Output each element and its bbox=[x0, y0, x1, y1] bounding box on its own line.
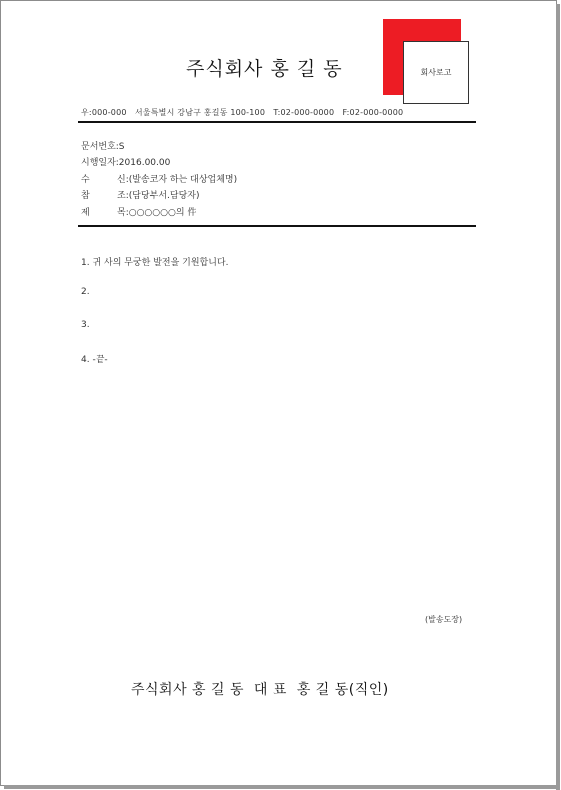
seal-note: (발송도장) bbox=[425, 615, 463, 624]
reference-value: 조:(담당부서.담당자) bbox=[117, 191, 200, 201]
doc-number: 문서번호:S bbox=[81, 142, 125, 152]
reference-label: 참 bbox=[81, 191, 90, 201]
body-item-4: 4. -끝- bbox=[81, 355, 108, 365]
logo-placeholder bbox=[403, 41, 469, 104]
signature-line: 주식회사 홍 길 동 대 표 홍 길 동(직인) bbox=[131, 682, 389, 698]
reference-row bbox=[81, 188, 199, 201]
logo-label: 회사로고 bbox=[420, 68, 452, 77]
meta-divider bbox=[78, 225, 476, 227]
address-line: 우:000-000 서울특별시 강남구 홍길동 100-100 T:02-000-0000 F:02-000-0000 bbox=[81, 108, 404, 117]
recipient-row bbox=[81, 172, 237, 185]
recipient-label: 수 bbox=[81, 175, 90, 185]
company-title: 주식회사 홍 길 동 bbox=[186, 58, 343, 80]
issue-date: 시행일자:2016.00.00 bbox=[81, 158, 171, 168]
subject-label: 제 bbox=[81, 208, 90, 218]
recipient-value: 신:(발송코자 하는 대상업체명) bbox=[117, 175, 238, 185]
page-shadow bbox=[4, 785, 560, 789]
body-item-3: 3. bbox=[81, 320, 90, 330]
body-item-1: 1. 귀 사의 무궁한 발전을 기원합니다. bbox=[81, 258, 229, 268]
header-divider bbox=[78, 121, 476, 123]
page-shadow bbox=[556, 4, 560, 790]
body-item-2: 2. bbox=[81, 287, 90, 297]
subject-row bbox=[81, 205, 196, 218]
subject-value: 목:○○○○○○의 件 bbox=[117, 208, 197, 218]
